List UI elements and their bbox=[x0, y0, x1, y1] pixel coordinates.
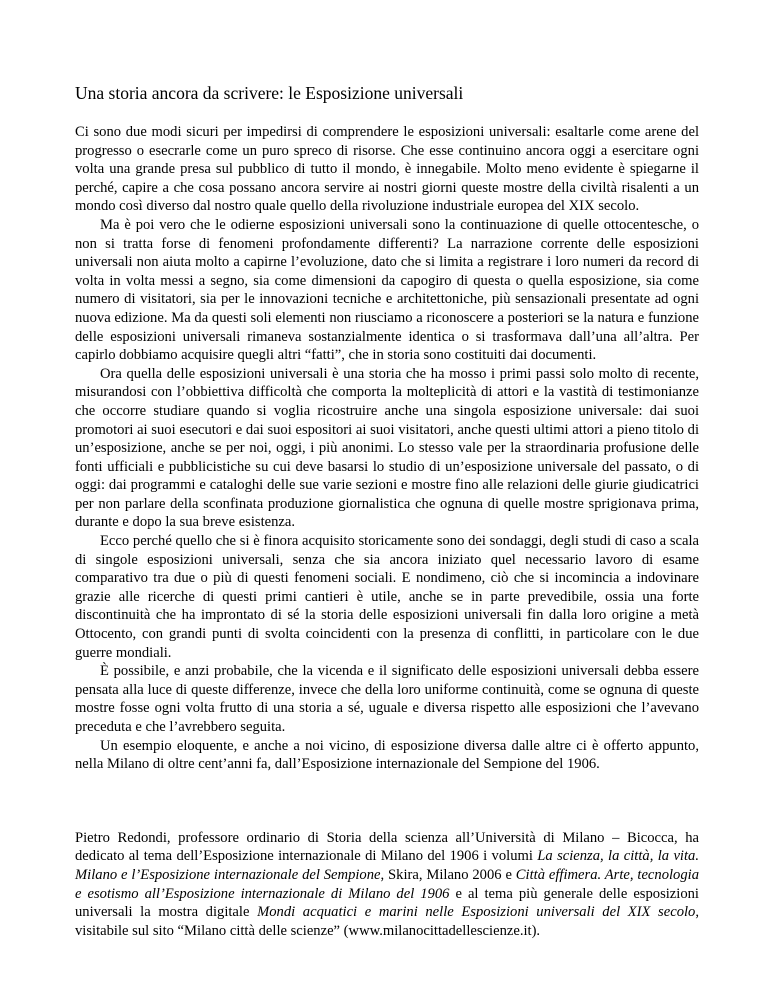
bio-text-4: , visitabile sul sito “Milano città delle scienze” (www.milanocittadellescienze.it). bbox=[75, 904, 699, 939]
article-body bbox=[75, 123, 699, 774]
paragraph-4: Ecco perché quello che si è finora acquisito storicamente sono dei sondaggi, degli studi di caso a scala di singole esposizioni universali, senza che sia ancora iniziato quel necessario lavoro di esame comparativo tra due o più di questi fenomeni sociali. E nondimeno, ciò che si incomincia a indovinare grazie alle ricerche di questi primi cantieri è utile, anche se in parte prevedibile, ossia una forte discontinuità che ha improntato di sé la storia delle esposizioni universali fin dalla loro origine a metà Ottocento, con grandi punti di svolta coincidenti con la presenza di conflitti, in particolare con le due guerre mondiali. bbox=[75, 533, 699, 661]
bio-text-3: e al tema più generale delle esposizioni universali la mostra digitale bbox=[75, 885, 699, 921]
bio-exhibit-title: Mondi acquatici e marini nelle Esposizioni universali del XIX secolo bbox=[257, 904, 696, 921]
document-page bbox=[75, 82, 699, 940]
paragraph-5: È possibile, e anzi probabile, che la vicenda e il significato delle esposizioni universali debba essere pensata alla luce di queste differenze, invece che della loro uniforme continuità, come se ognuna di queste mostre fosse ogni volta frutto di una storia a sé, uguale e diversa rispetto alle esposizioni che l’avevano preceduta e che l’avrebbero seguita. bbox=[75, 663, 699, 735]
author-bio bbox=[75, 829, 699, 941]
bio-book-title-1: La scienza, la città, la vita. Milano e l’Esposizione internazionale del Sempione bbox=[75, 848, 699, 883]
paragraph-2: Ma è poi vero che le odierne esposizioni universali sono la continuazione di quelle ottocentesche, o non si tratta forse di fenomeni profondamente differenti? La narrazione corrente delle esposizioni universali non aiuta molto a capirne l’evoluzione, dato che si limita a registrare i loro numeri da record di volta in volta messi a segno, sia come dimensioni da capogiro di questa o quella esposizione, sia come numero di visitatori, sia per le innovazioni tecniche e architettoniche, più sensazionali presentate ad ogni nuova edizione. Ma da questi soli elementi non riusciamo a riconoscere a posteriori se la natura e funzione delle esposizioni universali rimaneva sostanzialmente identica o si trasformava dall’una all’altra. Per capirlo dobbiamo acquisire quegli altri “fatti”, che in storia sono costituiti dai documenti. bbox=[75, 216, 699, 364]
bio-text-1: Pietro Redondi, professore ordinario di Storia della scienza all’Università di Milano – Bicocca, ha dedicato al tema dell’Esposizione internazionale di Milano del 1906 i volumi bbox=[75, 829, 699, 865]
paragraph-1: Ci sono due modi sicuri per impedirsi di comprendere le esposizioni universali: esaltarle come arene del progresso o esecrarle come un puro spreco di risorse. Che esse continuino ancora oggi a esercitare ogni volta una grande presa sul pubblico di tutto il mondo, è innegabile. Molto meno evidente è spiegarne il perché, capire a che cosa possano ancora servire ai nostri giorni queste mostre della civiltà risalenti a un mondo così diverso dal nostro quale quello della rivoluzione industriale europea del XIX secolo. bbox=[75, 124, 699, 215]
paragraph-6: Un esempio eloquente, e anche a noi vicino, di esposizione diversa dalle altre ci è offerto appunto, nella Milano di oltre cent’anni fa, dall’Esposizione internazionale del Sempione del 1906. bbox=[75, 737, 699, 773]
bio-book-title-2: Città effimera. Arte, tecnologia e esotismo all’Esposizione internazionale di Milano del 1906 bbox=[75, 866, 699, 902]
paragraph-3: Ora quella delle esposizioni universali è una storia che ha mosso i primi passi solo molto di recente, misurandosi con l’obbiettiva difficoltà che comporta la molteplicità di attori e la vastità di testimonianze che occorre studiare quando si voglia ricostruire anche una singola esposizione universale: dai suoi promotori ai suoi esecutori e dai suoi espositori ai suoi visitatori, anche questi ultimi attori a pieno titolo di un’esposizione, anche se per noi, oggi, i più anonimi. Lo stesso vale per la straordinaria profusione delle fonti ufficiali e pubblicistiche su cui deve basarsi lo studio di un’esposizione universale del passato, o di oggi: dai programmi e cataloghi delle sue varie sezioni e mostre fino alle relazioni delle giurie giudicatrici per non parlare della sconfinata produzione giornalistica che ognuna di quelle mostre sprigionava prima, durante e dopo la sua breve esistenza. bbox=[75, 365, 699, 531]
bio-text-2: , Skira, Milano 2006 e bbox=[380, 866, 516, 883]
document-title: Una storia ancora da scrivere: le Esposizione universali bbox=[75, 83, 464, 103]
